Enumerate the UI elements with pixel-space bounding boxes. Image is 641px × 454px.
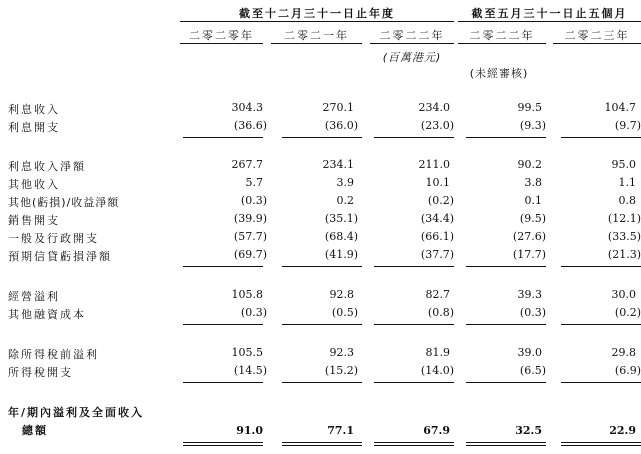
subtotal-rule: [561, 266, 641, 267]
total-value-cell: 91.0: [236, 424, 263, 437]
value-cell: (9.5): [519, 212, 546, 225]
row-label-net-interest-income: 利息收入淨額: [8, 160, 86, 173]
value-cell: (36.6): [233, 119, 267, 132]
value-cell: 105.8: [231, 288, 263, 301]
subtotal-rule: [466, 324, 546, 325]
value-cell: 270.1: [322, 101, 354, 114]
value-cell: (39.9): [233, 212, 267, 225]
unaudited-label: (未經審核): [469, 67, 529, 80]
total-double-rule: [561, 442, 641, 443]
value-cell: (0.2): [427, 194, 454, 207]
subtotal-rule: [282, 266, 362, 267]
subtotal-rule: [466, 266, 546, 267]
value-cell: (9.3): [519, 119, 546, 132]
header-group-five-months: 截至五月三十一日止五個月: [471, 7, 628, 20]
row-label-selling-expenses: 銷售開支: [8, 214, 60, 227]
total-value-cell: 67.9: [423, 424, 450, 437]
subtotal-rule: [183, 382, 263, 383]
value-cell: 1.1: [618, 176, 636, 189]
total-double-rule: [282, 445, 362, 446]
row-label-other-net-gains-losses: 其他(虧損)/收益淨額: [8, 196, 120, 209]
value-cell: (66.1): [420, 230, 454, 243]
total-value-cell: 77.1: [327, 424, 354, 437]
value-cell: (12.1): [607, 212, 641, 225]
subtotal-rule: [282, 137, 362, 138]
value-cell: (21.3): [607, 248, 641, 261]
subtotal-rule: [374, 382, 454, 383]
value-cell: (33.5): [607, 230, 641, 243]
column-header-2020: 二零二零年: [189, 29, 254, 42]
value-cell: 5.7: [245, 176, 263, 189]
value-cell: 92.8: [329, 288, 354, 301]
value-cell: (0.3): [240, 194, 267, 207]
value-cell: (17.7): [512, 248, 546, 261]
value-cell: 105.5: [231, 346, 263, 359]
value-cell: 304.3: [231, 101, 263, 114]
value-cell: 104.7: [604, 101, 636, 114]
value-cell: 81.9: [425, 346, 450, 359]
value-cell: (6.5): [519, 364, 546, 377]
value-cell: 0.8: [618, 194, 636, 207]
value-cell: (35.1): [324, 212, 358, 225]
value-cell: 234.0: [418, 101, 450, 114]
value-cell: (0.2): [614, 306, 641, 319]
value-cell: (0.5): [331, 306, 358, 319]
column-header-rule: [553, 43, 641, 44]
row-label-interest-income: 利息收入: [8, 103, 60, 116]
subtotal-rule: [374, 324, 454, 325]
value-cell: (15.2): [324, 364, 358, 377]
total-double-rule: [466, 442, 546, 443]
value-cell: 0.2: [336, 194, 354, 207]
subtotal-rule: [183, 324, 263, 325]
value-cell: (27.6): [512, 230, 546, 243]
value-cell: (68.4): [324, 230, 358, 243]
subtotal-rule: [561, 324, 641, 325]
row-label-interest-expense: 利息開支: [8, 121, 60, 134]
header-group-fiscal-year: 截至十二月三十一日止年度: [239, 7, 395, 20]
value-cell: 3.8: [524, 176, 542, 189]
value-cell: 90.2: [517, 158, 542, 171]
column-header-rule: [370, 43, 454, 44]
row-label-other-income: 其他收入: [8, 178, 60, 191]
subtotal-rule: [561, 137, 641, 138]
total-double-rule: [561, 445, 641, 446]
row-label-admin-expenses: 一般及行政開支: [8, 232, 99, 245]
value-cell: 99.5: [517, 101, 542, 114]
total-double-rule: [466, 445, 546, 446]
value-cell: 30.0: [611, 288, 636, 301]
total-double-rule: [374, 445, 454, 446]
subtotal-rule: [561, 382, 641, 383]
subtotal-rule: [466, 382, 546, 383]
column-header-5m-2023: 二零二三年: [564, 29, 630, 42]
column-header-2021: 二零二一年: [284, 29, 349, 42]
value-cell: 267.7: [231, 158, 263, 171]
value-cell: (0.3): [519, 306, 546, 319]
column-header-2022: 二零二二年: [379, 29, 445, 42]
value-cell: 92.3: [329, 346, 354, 359]
column-header-rule: [271, 43, 362, 44]
header-group-rule: [458, 21, 641, 22]
value-cell: (69.7): [233, 248, 267, 261]
value-cell: 0.1: [524, 194, 542, 207]
subtotal-rule: [282, 324, 362, 325]
value-cell: (41.9): [324, 248, 358, 261]
row-label-profit-before-tax: 除所得稅前溢利: [8, 348, 99, 361]
value-cell: (23.0): [420, 119, 454, 132]
value-cell: (0.8): [427, 306, 454, 319]
total-value-cell: 22.9: [609, 424, 636, 437]
value-cell: (34.4): [420, 212, 454, 225]
total-double-rule: [374, 442, 454, 443]
value-cell: (0.3): [240, 306, 267, 319]
value-cell: 82.7: [425, 288, 450, 301]
column-header-rule: [458, 43, 546, 44]
row-label-other-finance-costs: 其他融資成本: [8, 308, 86, 321]
column-header-rule: [180, 43, 263, 44]
total-double-rule: [183, 442, 263, 443]
subtotal-rule: [374, 266, 454, 267]
value-cell: 95.0: [611, 158, 636, 171]
value-cell: 211.0: [418, 158, 450, 171]
row-label-total-profit-line2: 總額: [22, 424, 48, 437]
subtotal-rule: [282, 382, 362, 383]
subtotal-rule: [183, 266, 263, 267]
total-value-cell: 32.5: [515, 424, 542, 437]
value-cell: (14.0): [420, 364, 454, 377]
value-cell: (6.9): [614, 364, 641, 377]
value-cell: (9.7): [614, 119, 641, 132]
value-cell: (14.5): [233, 364, 267, 377]
value-cell: 234.1: [322, 158, 354, 171]
column-header-5m-2022: 二零二二年: [469, 29, 535, 42]
row-label-income-tax: 所得稅開支: [8, 366, 73, 379]
value-cell: 3.9: [336, 176, 354, 189]
total-double-rule: [282, 442, 362, 443]
value-cell: 10.1: [425, 176, 450, 189]
row-label-total-profit: 年/期內溢利及全面收入: [8, 406, 145, 419]
unit-label: (百萬港元): [382, 51, 442, 64]
subtotal-rule: [183, 137, 263, 138]
row-label-operating-profit: 經營溢利: [8, 290, 60, 303]
value-cell: 29.8: [611, 346, 636, 359]
subtotal-rule: [466, 137, 546, 138]
value-cell: 39.0: [517, 346, 542, 359]
header-group-rule: [180, 21, 454, 22]
total-double-rule: [183, 445, 263, 446]
value-cell: 39.3: [517, 288, 542, 301]
value-cell: (36.0): [324, 119, 358, 132]
value-cell: (37.7): [420, 248, 454, 261]
subtotal-rule: [374, 137, 454, 138]
value-cell: (57.7): [233, 230, 267, 243]
row-label-expected-credit-loss: 預期信貸虧損淨額: [8, 250, 112, 263]
